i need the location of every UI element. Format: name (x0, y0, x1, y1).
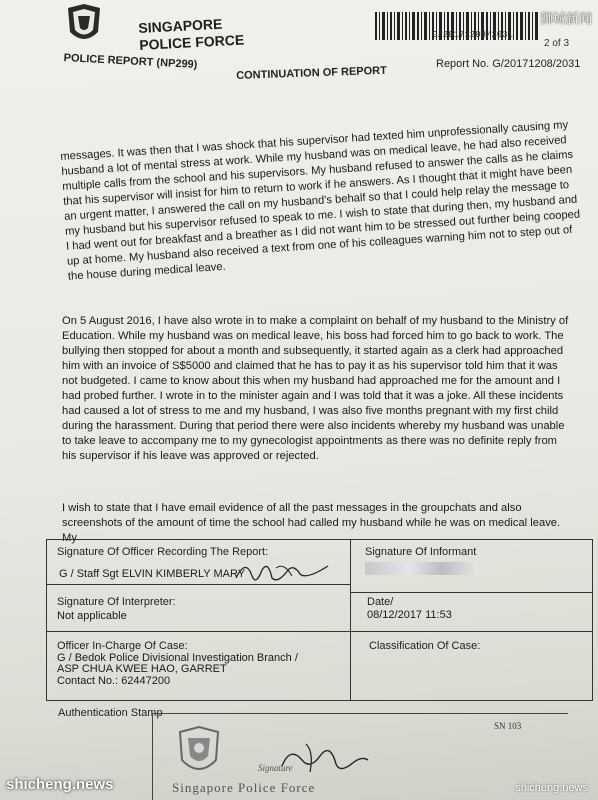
form-divider-2 (47, 631, 350, 632)
paragraph-3: I wish to state that I have email evidence of all the past messages in the groupchats and also screenshots of the amount of time the school had called my husband while he was on medical leave. My (62, 502, 561, 544)
authentication-stamp-label: Authentication Stamp (58, 707, 163, 719)
interpreter-signature-value: Not applicable (57, 610, 127, 622)
officer-in-charge-name: ASP CHUA KWEE HAO, GARRET (57, 663, 227, 675)
org-line-1: SINGAPORE (138, 15, 223, 36)
report-body (60, 119, 581, 285)
watermark-bottom-left: shicheng.news (6, 776, 114, 793)
stamp-signature-label: Signature (258, 763, 293, 773)
barcode-number: G/20171208/2031 (432, 30, 514, 40)
stamp-signature-icon (280, 738, 370, 780)
form-divider-right-1 (350, 592, 592, 593)
officer-in-charge-label: Officer In-Charge Of Case: (57, 640, 188, 652)
continuation-title: CONTINUATION OF REPORT (236, 64, 388, 82)
interpreter-signature-label: Signature Of Interpreter: (57, 596, 176, 608)
officer-signature-icon (232, 556, 332, 588)
org-line-2: POLICE FORCE (138, 31, 245, 53)
form-divider-right-2 (350, 631, 592, 632)
page-number: 2 of 3 (544, 38, 570, 49)
date-time-value: 08/12/2017 11:53 (367, 609, 452, 621)
contact-number: Contact No.: 62447200 (57, 675, 171, 687)
officer-signature-value: G / Staff Sgt ELVIN KIMBERLY MARY (59, 568, 246, 580)
org-name (138, 13, 280, 54)
report-number: Report No. G/20171208/2031 (436, 58, 581, 70)
report-title: POLICE REPORT (NP299) (63, 52, 198, 71)
paragraph-2: On 5 August 2016, I have also wrote in to make a complaint on behalf of my husband to the Ministry of Education. While my husband was on medical leave, his boss had forced him to go back to work. The bullying then stopped for about a month and subsequently, it started again as a clerk had approached him with an invoice of S$5000 and claimed that he has to pay it as his supervisor told him that it was not budgeted. I came to know about this when my husband had approached me for the amount and I had probed further. I wrote in to the minister again and I was told that it was a joke. All these incidents had caused a lot of stress to me and my husband, I was also five months pregnant with my first child during the harassment. During that period there were also incidents whereby my husband was unable to take leave to accompany me to my gynecologist appointments as there was no definite reply from his supervisor if his leave was approved or rejected. (62, 315, 569, 462)
date-time-label: Date/ (367, 596, 394, 608)
officer-signature-label: Signature Of Officer Recording The Report: (57, 546, 269, 558)
officer-in-charge-unit: G / Bedok Police Divisional Investigation Branch / (57, 652, 298, 664)
spf-crest-logo (64, 2, 104, 46)
stamp-crest-logo (174, 724, 224, 780)
form-divider-vertical (350, 540, 351, 700)
redacted-informant-signature (365, 562, 475, 575)
watermark-top-right: 狮城新闻 (539, 11, 592, 26)
stamp-org-text: Singapore Police Force (172, 780, 316, 795)
watermark-bottom-right: shicheng.news (515, 782, 588, 794)
classification-label: Classification Of Case: (369, 640, 481, 652)
informant-signature-label: Signature Of Informant (365, 546, 477, 558)
sn-label: SN 103 (494, 721, 522, 731)
signature-form (46, 539, 593, 701)
paragraph-1: messages. It was then that I was shock that his supervisor had texted him unprofessionally causing my husband a lot of mental stress at work. While my husband was on medical leave, he had also received multiple calls from the school and his supervisors. My husband refused to answer the calls as he claims that his supervisor will insist for him to return to work if he answers. As I thought that it might have been an urgent matter, I answered the call on my husband's behalf so that I could help relay the message to my husband but his supervisor refused to speak to me. I wish to state that during then, my husband and I had went out for breakfast and a breather as I did not want him to be stressed out further being cooped up at home. My husband also received a text from one of his colleagues warning him not to step out of the house during medical leave. (60, 119, 581, 283)
